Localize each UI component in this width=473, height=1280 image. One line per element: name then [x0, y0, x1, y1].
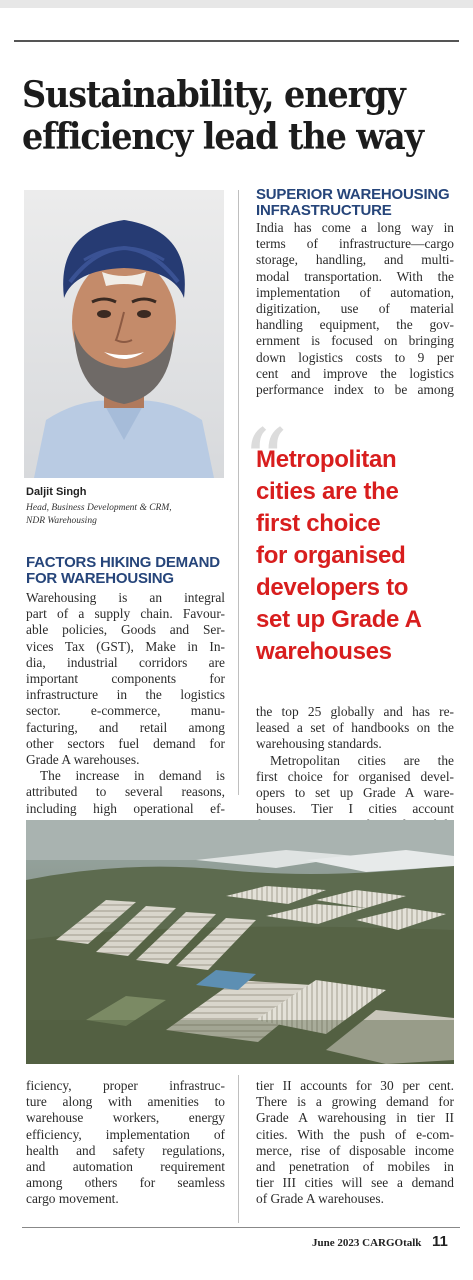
text-line: first choice for organised devel- [256, 768, 454, 784]
text-line: Warehousing is an integral [26, 590, 225, 605]
text-line: leased a set of handbooks on the [256, 720, 454, 736]
text-line: There is a growing demand for [256, 1094, 454, 1110]
left-heading-line: FOR WAREHOUSING [26, 570, 174, 587]
quote-mark-icon: “ [242, 410, 289, 515]
right-heading-line: SUPERIOR WAREHOUSING [256, 186, 450, 203]
bottom-left-paragraph [26, 1078, 225, 1208]
magazine-name: CARGOtalk [362, 1237, 422, 1249]
warehouse-aerial-photo [26, 820, 454, 1064]
text-line: performance index to be among [256, 382, 454, 398]
text-line: Grade A warehousing in tier II [256, 1110, 454, 1126]
top-rule [14, 40, 459, 42]
text-line: modal transportation. With the [256, 268, 454, 284]
pull-quote-line: first choice [256, 510, 381, 537]
footer-issue [312, 1237, 421, 1249]
text-line: terms of infrastructure—cargo [256, 236, 454, 252]
pull-quote-line: developers to [256, 574, 409, 601]
text-line: facturing, and retail among [26, 719, 225, 735]
text-line: warehouse workers, energy [26, 1110, 225, 1126]
text-line: dia, industrial corridors are [26, 654, 225, 670]
text-line: The increase in demand is [40, 768, 225, 784]
text-line: part of a supply chain. Favour- [26, 606, 225, 622]
text-line: of Grade A warehouses. [256, 1191, 384, 1207]
text-line: health and safety regulations, [26, 1142, 225, 1158]
text-line: sector. e-commerce, manu- [26, 703, 225, 719]
top-border [0, 0, 473, 8]
left-paragraph-1 [26, 590, 225, 817]
warehouse-illustration [26, 820, 454, 1064]
profile-name: Daljit Singh [26, 486, 87, 498]
right-paragraph-2 [256, 704, 454, 834]
text-line: able policies, Goods and Ser- [26, 622, 225, 638]
pull-quote [256, 444, 466, 668]
pull-quote-line: Metropolitan [256, 446, 397, 473]
text-line: important components for [26, 671, 225, 687]
portrait-photo [24, 190, 224, 478]
pull-quote-line: set up Grade A [256, 606, 422, 633]
profile-company: NDR Warehousing [26, 516, 97, 526]
text-line: other sectors fuel demand for [26, 735, 225, 751]
page-number: 11 [432, 1233, 448, 1250]
text-line: Metropolitan cities are the [270, 752, 454, 768]
pull-quote-line: for organised [256, 542, 406, 569]
text-line: warehousing standards. [256, 736, 382, 752]
portrait-illustration [24, 190, 224, 478]
text-line: down logistics costs to 9 per [256, 349, 454, 365]
text-line: cent and improve the logistics [256, 365, 454, 381]
text-line: attributed to several reasons, [26, 784, 225, 800]
text-line: among others for seamless [26, 1175, 225, 1191]
text-line: cargo movement. [26, 1191, 119, 1207]
text-line: houses. Tier I cities account [256, 801, 454, 817]
column-divider-top [238, 190, 239, 795]
bottom-right-paragraph [256, 1078, 454, 1208]
footer-rule [22, 1227, 460, 1228]
text-line: opers to set up Grade A ware- [256, 785, 454, 801]
text-line: India has come a long way in [256, 220, 454, 235]
text-line: including high operational ef- [26, 800, 225, 816]
right-paragraph-1 [256, 220, 454, 398]
left-section-heading [26, 555, 234, 587]
text-line: merce, rise of disposable income [256, 1142, 454, 1158]
text-line: vices Tax (GST), Make in In- [26, 638, 225, 654]
text-line: ficiency, proper infrastruc- [26, 1078, 225, 1093]
text-line: and automation requirement [26, 1159, 225, 1175]
headline: Sustainability, energy efficiency lead the way [22, 74, 423, 158]
text-line: and penetration of mobiles in [256, 1159, 454, 1175]
text-line: Grade A warehouses. [26, 752, 140, 768]
text-line: digitization, use of material [256, 301, 454, 317]
text-line: ernment is focused on bringing [256, 333, 454, 349]
column-divider-bottom [238, 1075, 239, 1223]
pull-quote-line: warehouses [256, 638, 392, 665]
text-line: storage, handling, and multi- [256, 252, 454, 268]
text-line: the top 25 globally and has re- [256, 704, 454, 719]
right-section-heading [256, 187, 468, 219]
issue-date: June 2023 [312, 1237, 360, 1249]
profile-title [26, 502, 226, 528]
text-line: tier II accounts for 30 per cent. [256, 1078, 454, 1093]
text-line: ture along with amenities to [26, 1094, 225, 1110]
pull-quote-line: cities are the [256, 478, 399, 505]
right-heading-line: INFRASTRUCTURE [256, 202, 392, 219]
left-heading-line: FACTORS HIKING DEMAND [26, 554, 220, 571]
text-line: infrastructure in the logistics [26, 687, 225, 703]
text-line: efficiency, implementation of [26, 1126, 225, 1142]
text-line: handling equipment, the gov- [256, 317, 454, 333]
text-line: cities. With the push of e-com- [256, 1126, 454, 1142]
text-line: tier III cities will see a demand [256, 1175, 454, 1191]
text-line: implementation of automation, [256, 284, 454, 300]
profile-title-line: Head, Business Development & CRM, [26, 503, 172, 513]
